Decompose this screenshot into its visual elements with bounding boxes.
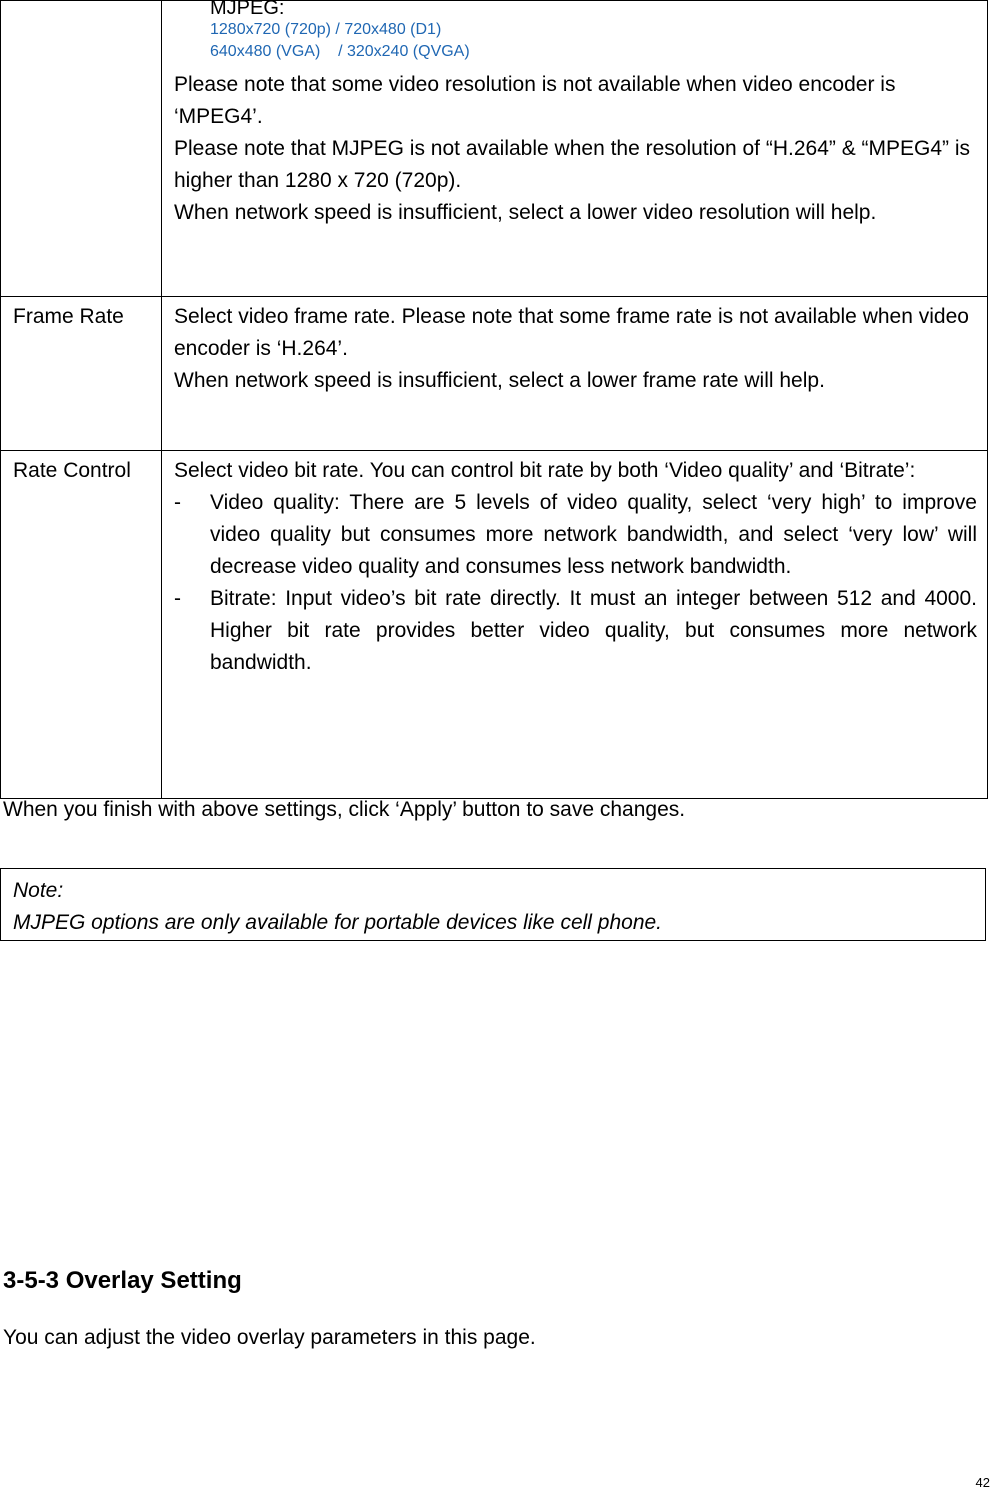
apply-instruction-text: When you finish with above settings, click ‘Apply’ button to save changes.: [3, 798, 686, 821]
frame-rate-note-h264: Select video frame rate. Please note that some frame rate is not available when video encoder is ‘H.264’.: [174, 305, 969, 360]
bullet-bitrate: [174, 583, 977, 679]
resolution-label-cell: [1, 1, 162, 297]
section-text: You can adjust the video overlay parameters in this page.: [3, 1326, 536, 1349]
note-box: [0, 868, 986, 941]
table-row-rate-control: [1, 451, 988, 799]
resolution-note-mjpeg: Please note that MJPEG is not available when the resolution of “H.264” & “MPEG4” is higher than 1280 x 720 (720p).: [174, 137, 971, 192]
frame-rate-description-cell: [162, 297, 988, 451]
frame-rate-note-network: When network speed is insufficient, select a lower frame rate will help.: [174, 369, 825, 392]
table-row-resolution: [1, 1, 988, 297]
resolution-description-cell: [162, 1, 988, 297]
bullet-marker: -: [174, 491, 181, 514]
rate-control-intro: Select video bit rate. You can control bit rate by both ‘Video quality’ and ‘Bitrate’:: [174, 459, 916, 482]
rate-control-label: Rate Control: [1, 451, 162, 799]
bullet-bitrate-text: Bitrate: Input video’s bit rate directly. It must an integer between 512 and 4000. Higher bit rate provides better video quality, but consumes more network bandwidth.: [210, 587, 977, 674]
mjpeg-resolution-line-2: 640x480 (VGA) / 320x240 (QVGA): [210, 43, 470, 60]
note-text: MJPEG options are only available for portable devices like cell phone.: [13, 911, 663, 934]
table-row-frame-rate: [1, 297, 988, 451]
mjpeg-resolution-line-1: 1280x720 (720p) / 720x480 (D1): [210, 21, 442, 38]
mjpeg-title: MJPEG:: [210, 0, 285, 19]
page-number: 42: [975, 1475, 990, 1490]
bullet-video-quality: [174, 487, 977, 583]
bullet-video-quality-text: Video quality: There are 5 levels of video quality, select ‘very high’ to improve video quality but consumes more network bandwidth, and select ‘very low’ will decrease video quality and consumes less network bandwidth.: [210, 491, 977, 578]
frame-rate-label: Frame Rate: [1, 297, 162, 451]
section-heading: 3-5-3 Overlay Setting: [3, 1267, 242, 1294]
bullet-marker: -: [174, 587, 181, 610]
resolution-note-mpeg4: Please note that some video resolution is not available when video encoder is ‘MPEG4’.: [174, 73, 896, 128]
rate-control-description-cell: [162, 451, 988, 799]
resolution-note-network: When network speed is insufficient, select a lower video resolution will help.: [174, 201, 877, 224]
note-title: Note:: [13, 879, 64, 902]
